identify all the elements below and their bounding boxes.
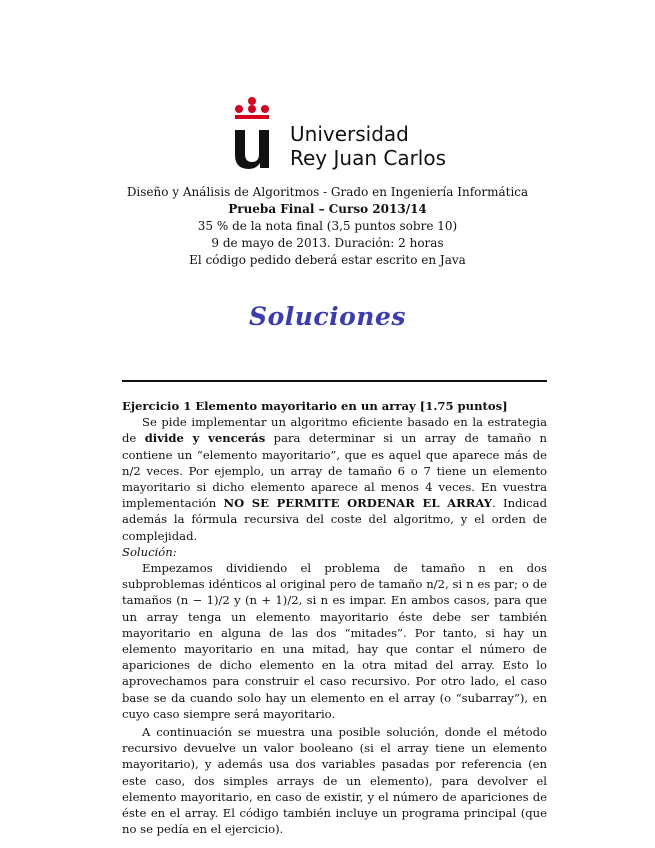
crown-dot-top [248,97,256,105]
u-shape [235,130,269,169]
university-logo [232,96,452,172]
crown-base [235,115,269,119]
horizontal-rule [122,380,547,382]
urjc-emblem-icon [232,96,272,172]
statement-part-2: para determinar si un array de tamaño n contiene un “elemento mayoritario”, que es aquel que aparece más de n/2 veces. Por ejemplo, un array de tamaño 6 o 7 tiene un elemento mayoritario si dicho elemento aparece al menos 4 veces. En vuestra implementación [122,431,548,511]
crown-dot-center [248,105,256,113]
logo-line-1: Universidad [290,122,409,146]
solutions-title: Soluciones [249,302,406,331]
exam-header [100,184,555,269]
weight-line: 35 % de la nota final (3,5 puntos sobre 10) [197,219,458,233]
logo-wordmark [290,122,446,170]
statement-bold-2: NO SE PERMITE ORDENAR EL ARRAY [223,496,493,511]
exercise-statement [122,414,547,544]
exercise-title: Ejercicio 1 Elemento mayoritario en un array [1.75 puntos] [122,399,508,413]
statement-part-1: Se pide implementar un algoritmo eficiente basado en la estrategia de [122,415,547,446]
course-line: Diseño y Análisis de Algoritmos - Grado en Ingeniería Informática [126,185,529,199]
logo-line-2: Rey Juan Carlos [290,146,447,170]
crown-dot-left [235,105,243,113]
language-note-line: El código pedido deberá estar escrito en Java [189,253,466,267]
solution-paragraph-1: Empezamos dividiendo el problema de tamaño n en dos subproblemas idénticos al original pero de tamaño n/2, si n es par; o de tamaños (n − 1)/2 y (n + 1)/2, si n es impar. En ambos casos, para que un array tenga un elemento mayoritario éste debe ser también mayoritario en alguna de las dos “mitades”. Por tanto, si hay un elemento mayoritario en una mitad, hay que contar el número de apariciones de dicho elemento en la otra mitad del array. Esto lo aprovechamos para construir el caso recursivo. Por otro lado, el caso base se da cuando solo hay un elemento en el array (o “subarray”), en cuyo caso siempre será mayoritario. [122,561,547,721]
solution-paragraph-2: A continuación se muestra una posible solución, donde el método recursivo devuelve un valor booleano (si el array tiene un elemento mayoritario), y además usa dos variables pasadas por referencia (en este caso, dos simples arrays de un elemento), para devolver el elemento mayoritario, en caso de existir, y el número de apariciones de éste en el array. El código también incluye un programa principal (que no se pedía en el ejercicio). [122,725,547,837]
crown-dot-right [261,105,269,113]
date-line: 9 de mayo de 2013. Duración: 2 horas [211,236,444,250]
statement-bold-1: divide y vencerás [144,431,266,446]
exam-line: Prueba Final – Curso 2013/14 [228,202,427,216]
statement-part-3: . Indicad además la fórmula recursiva del coste del algoritmo, y el orden de complejidad. [122,496,548,543]
solution-label: Solución: [122,544,177,559]
exercise-section [122,398,547,837]
